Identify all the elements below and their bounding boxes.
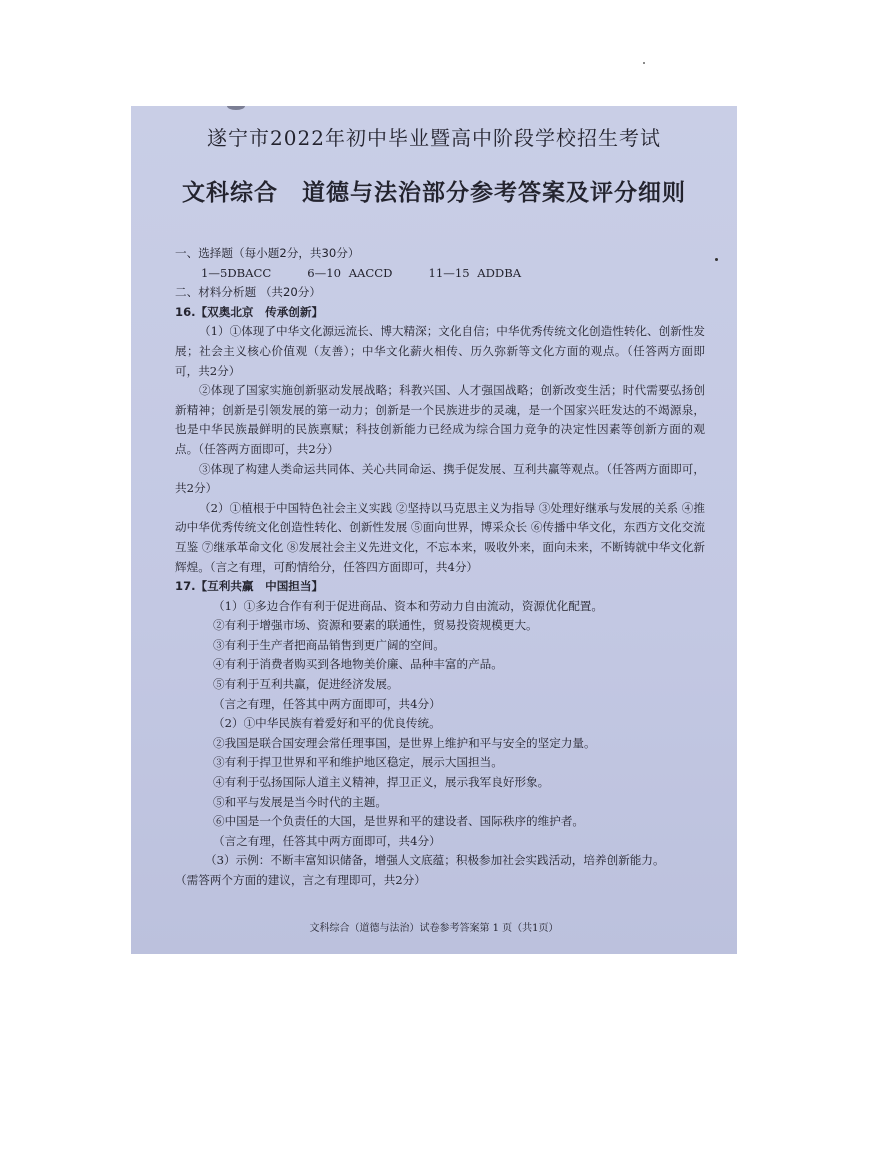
smudge-mark: [227, 106, 245, 110]
q17-answer-2-3: ③有利于捍卫世界和平和维护地区稳定，展示大国担当。: [213, 755, 503, 770]
q17-answer-2-5: ⑤和平与发展是当今时代的主题。: [213, 794, 387, 809]
q17-answer-1-3: ③有利于生产者把商品销售到更广阔的空间。: [213, 637, 445, 652]
choice-answers: [175, 264, 705, 284]
q17-answer-2-6: ⑥中国是一个负责任的大国，是世界和平的建设者、国际秩序的维护者。: [213, 814, 585, 829]
speck-mark: [715, 258, 718, 261]
choice-answer-2: 6—10 AACCD: [307, 265, 393, 280]
section-analysis-heading: 二、材料分析题 （共20分）: [175, 285, 321, 300]
q16-answer-1-3: ③体现了构建人类命运共同体、关心共同命运、携手促发展、互利共赢等观点。（任答两方面即可，共2分）: [175, 461, 705, 496]
answer-title: [131, 174, 737, 207]
page-footer: 文科综合（道德与法治）试卷参考答案第 1 页（共1页）: [309, 923, 559, 934]
q17-answer-2-2: ②我国是联合国安理会常任理事国，是世界上维护和平与安全的坚定力量。: [213, 735, 596, 750]
answer-sheet-photo: [131, 106, 737, 954]
q17-answer-1-4: ④有利于消费者购买到各地物美价廉、品种丰富的产品。: [213, 657, 503, 672]
q16-answer-1-1: （1）①体现了中华文化源远流长、博大精深；文化自信；中华优秀传统文化创造性转化、创新性发展；社会主义核心价值观（友善）；中华文化薪火相传、历久弥新等文化方面的观点。（任答两方面即可，共2分）: [175, 324, 705, 378]
answer-body: [175, 244, 705, 891]
q17-answer-1-note: （言之有理，任答其中两方面即可，共4分）: [213, 696, 441, 711]
q16-answer-1-2: ②体现了国家实施创新驱动发展战略；科教兴国、人才强国战略；创新改变生活；时代需要弘扬创新精神；创新是引领发展的第一动力；创新是一个民族进步的灵魂，是一个国家兴旺发达的不竭源泉，也是中华民族最鲜明的民族禀赋；科技创新能力已经成为综合国力竞争的决定性因素等创新方面的观点。（任答两方面即可，共2分）: [175, 383, 705, 456]
exam-title: 遂宁市2022年初中毕业暨高中阶段学校招生考试: [207, 126, 661, 150]
q17-answer-1-5: ⑤有利于互利共赢，促进经济发展。: [213, 677, 399, 692]
q16-answer-2: （2）①植根于中国特色社会主义实践 ②坚持以马克思主义为指导 ③处理好继承与发展的关系 ④推动中华优秀传统文化创造性转化、创新性发展 ⑤面向世界，博采众长 ⑥传播中华文化，东西方文化交流互鉴 ⑦继承革命文化 ⑧发展社会主义先进文化，不忘本来，吸收外来，面向未来，不断铸就中华文化新辉煌。（言之有理，可酌情给分，任答四方面即可，共4分）: [175, 500, 705, 574]
subject-label: 文科综合: [182, 179, 278, 206]
q17-answer-2-4: ④有利于弘扬国际人道主义精神，捍卫正义，展示我军良好形象。: [213, 775, 550, 790]
section-choice-heading: 一、选择题（每小题2分，共30分）: [175, 246, 360, 260]
q17-answer-3: （3）示例：不断丰富知识储备，增强人文底蕴；积极参加社会实践活动，培养创新能力。: [205, 853, 665, 868]
stray-dot: [643, 62, 645, 64]
choice-answer-1: 1—5DBACC: [201, 265, 272, 280]
q17-answer-3-note: （需答两个方面的建议，言之有理即可，共2分）: [175, 873, 426, 887]
q17-answer-2-1: （2）①中华民族有着爱好和平的优良传统。: [213, 716, 441, 731]
choice-answer-3: 11—15 ADDBA: [428, 265, 522, 280]
q17-answer-1-1: （1）①多边合作有利于促进商品、资本和劳动力自由流动，资源优化配置。: [213, 598, 603, 613]
q17-title: 17.【互利共赢 中国担当】: [175, 579, 324, 594]
q16-title: 16.【双奥北京 传承创新】: [175, 304, 324, 319]
answer-subtitle: 道德与法治部分参考答案及评分细则: [302, 179, 686, 206]
q17-answer-2-note: （言之有理，任答其中两方面即可，共4分）: [213, 833, 441, 848]
q17-answer-1-2: ②有利于增强市场、资源和要素的联通性，贸易投资规模更大。: [213, 618, 538, 633]
